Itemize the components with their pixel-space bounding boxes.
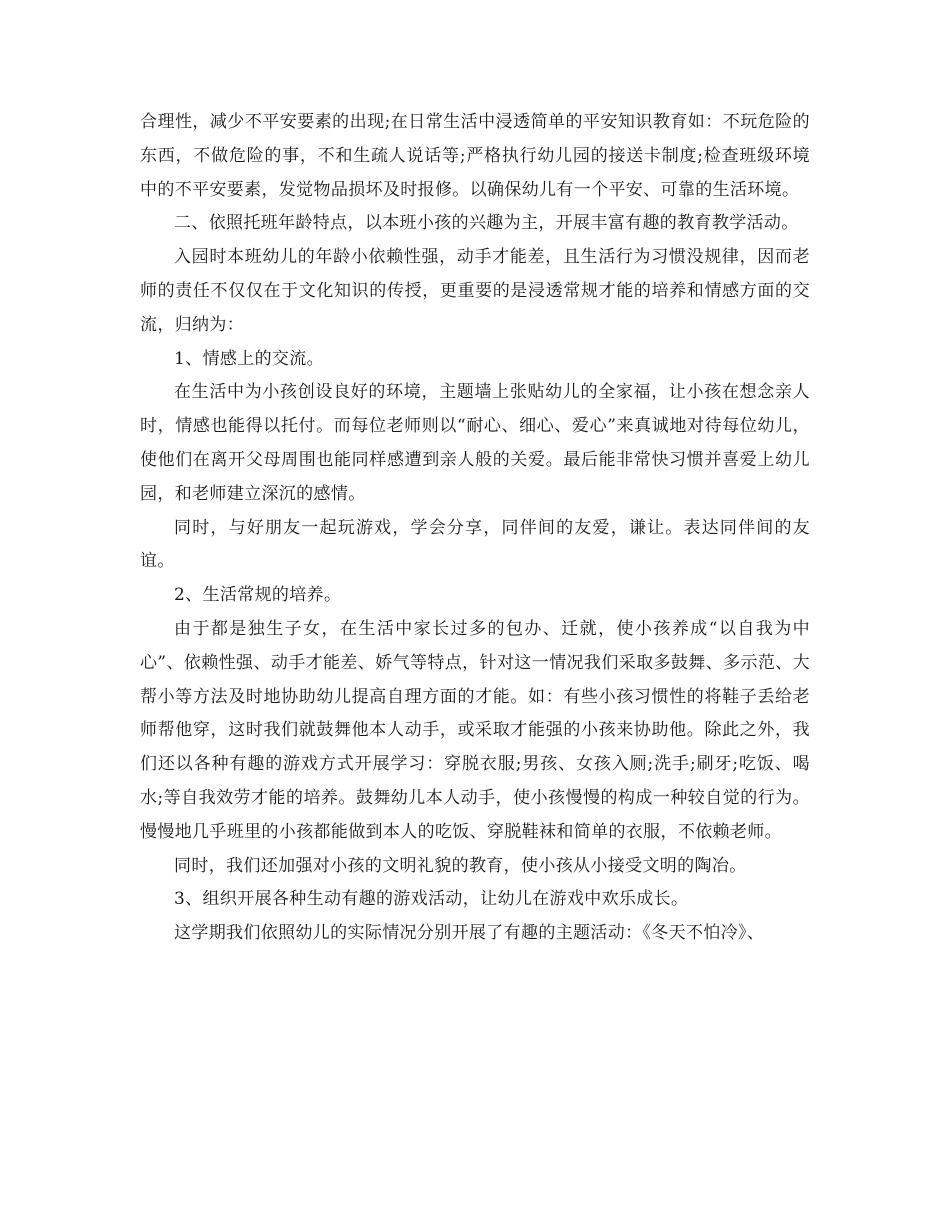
document-body (140, 106, 810, 951)
subheading-emotional-exchange: 1、情感上的交流。 (174, 348, 324, 369)
paragraph-intro: 入园时本班幼儿的年龄小依赖性强，动手才能差，且生活行为习惯没规律，因而老师的责任不仅仅在于文化知识的传授，更重要的是浸透常规才能的培养和情感方面的交流，归纳为： (140, 247, 810, 335)
paragraph-friendship: 同时，与好朋友一起玩游戏，学会分享，同伴间的友爱，谦让。表达同伴间的友谊。 (140, 517, 810, 572)
paragraph-continuation: 合理性，减少不平安要素的出现;在日常生活中浸透简单的平安知识教育如：不玩危险的东西，不做危险的事，不和生疏人说话等;严格执行幼儿园的接送卡制度;检查班级环境中的不平安要素，发觉物品损坏及时报修。以确保幼儿有一个平安、可靠的生活环境。 (140, 112, 810, 200)
section-heading-two: 二、依照托班年龄特点，以本班小孩的兴趣为主，开展丰富有趣的教育教学活动。 (174, 213, 799, 234)
paragraph-emotional-exchange: 在生活中为小孩创设良好的环境，主题墙上张贴幼儿的全家福，让小孩在想念亲人时，情感也能得以托付。而每位老师则以“耐心、细心、爱心”来真诚地对待每位幼儿，使他们在离开父母周围也能同样感遭到亲人般的关爱。最后能非常快习惯并喜爱上幼儿园，和老师建立深沉的感情。 (140, 382, 810, 504)
paragraph-theme-activities: 这学期我们依照幼儿的实际情况分别开展了有趣的主题活动：《冬天不怕冷》、 (174, 923, 765, 944)
subheading-daily-routine: 2、生活常规的培养。 (174, 585, 342, 606)
paragraph-daily-routine: 由于都是独生子女，在生活中家长过多的包办、迁就，使小孩养成“以自我为中心”、依赖性强、动手才能差、娇气等特点，针对这一情况我们采取多鼓舞、多示范、大帮小等方法及时地协助幼儿提高自理方面的才能。如：有些小孩习惯性的将鞋子丢给老师帮他穿，这时我们就鼓舞他本人动手，或采取才能强的小孩来协助他。除此之外，我们还以各种有趣的游戏方式开展学习：穿脱衣服;男孩、女孩入厕;洗手;刷牙;吃饭、喝水;等自我效劳才能的培养。鼓舞幼儿本人动手，使小孩慢慢的构成一种较自觉的行为。慢慢地几乎班里的小孩都能做到本人的吃饭、穿脱鞋袜和简单的衣服，不依赖老师。 (140, 618, 810, 842)
paragraph-manners: 同时，我们还加强对小孩的文明礼貌的教育，使小孩从小接受文明的陶冶。 (174, 855, 747, 876)
subheading-game-activities: 3、组织开展各种生动有趣的游戏活动，让幼儿在游戏中欢乐成长。 (174, 889, 689, 910)
